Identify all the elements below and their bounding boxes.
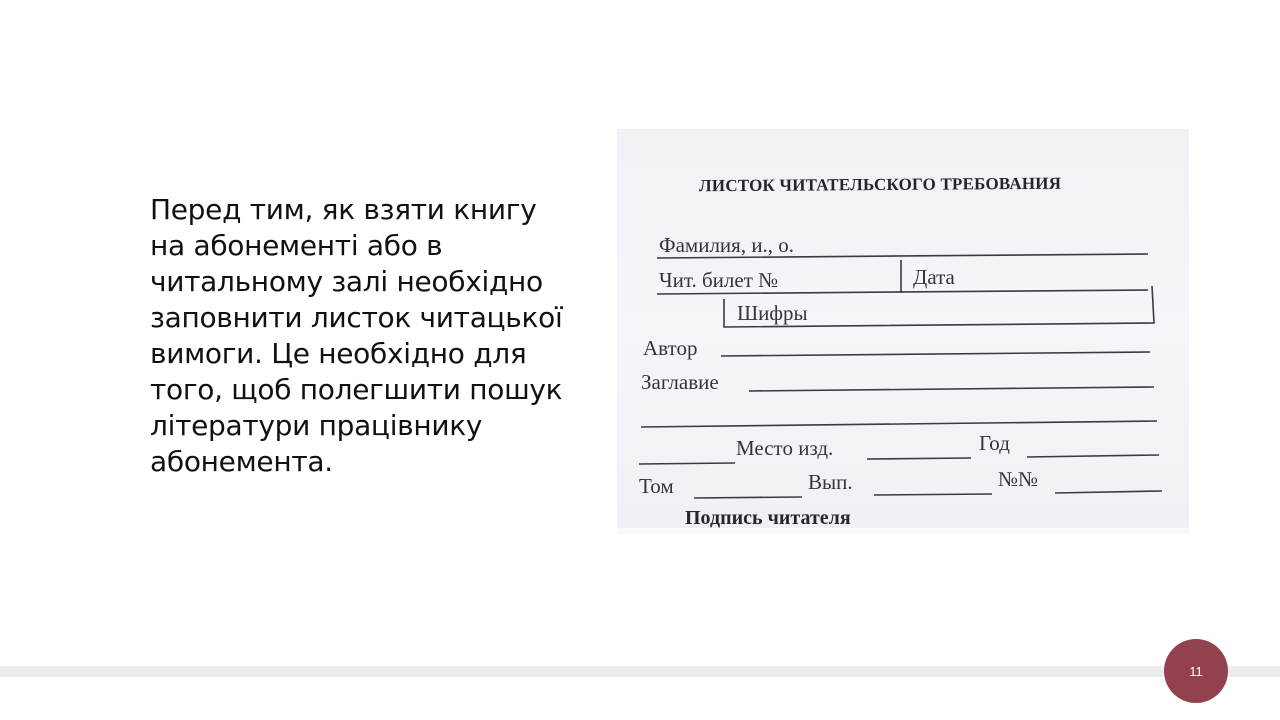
title-underline <box>749 387 1154 391</box>
label-place: Место изд. <box>736 436 834 460</box>
paragraph-line: літератури працівнику <box>150 409 483 442</box>
author-underline <box>721 352 1150 356</box>
page-number-badge: 11 <box>1164 639 1228 703</box>
label-codes: Шифры <box>737 301 808 325</box>
numbers-underline <box>1055 491 1162 493</box>
paragraph-line: на абонементі або в <box>150 229 443 262</box>
label-volume: Том <box>639 474 674 498</box>
form-title: ЛИСТОК ЧИТАТЕЛЬСКОГО ТРЕБОВАНИЯ <box>698 173 1062 196</box>
pre-place-underline <box>639 463 735 464</box>
label-title: Заглавие <box>641 370 719 394</box>
paragraph-line: вимоги. Це необхідно для <box>150 337 527 370</box>
footer-bar <box>0 666 1280 677</box>
year-underline <box>1027 455 1159 457</box>
paragraph-line: читальному залі необхідно <box>150 265 543 298</box>
title-underline-2 <box>641 421 1157 427</box>
paragraph-line: абонемента. <box>150 445 333 478</box>
label-author: Автор <box>643 336 698 360</box>
label-date: Дата <box>913 265 955 289</box>
label-issue: Вып. <box>808 470 853 494</box>
label-numbers: №№ <box>998 467 1039 491</box>
paragraph-line: того, щоб полегшити пошук <box>150 373 563 406</box>
label-year: Год <box>979 431 1010 455</box>
paragraph-line: заповнити листок читацької <box>150 301 563 334</box>
place-underline <box>867 458 971 459</box>
issue-underline <box>874 494 992 495</box>
label-signature: Подпись читателя <box>685 507 851 529</box>
label-card: Чит. билет № <box>659 268 779 292</box>
paragraph-line: Перед тим, як взяти книгу <box>150 193 537 226</box>
reader-request-form-image <box>617 129 1189 534</box>
slide-paragraph <box>150 192 563 480</box>
volume-underline <box>694 497 802 498</box>
label-name: Фамилия, и., о. <box>659 233 795 257</box>
